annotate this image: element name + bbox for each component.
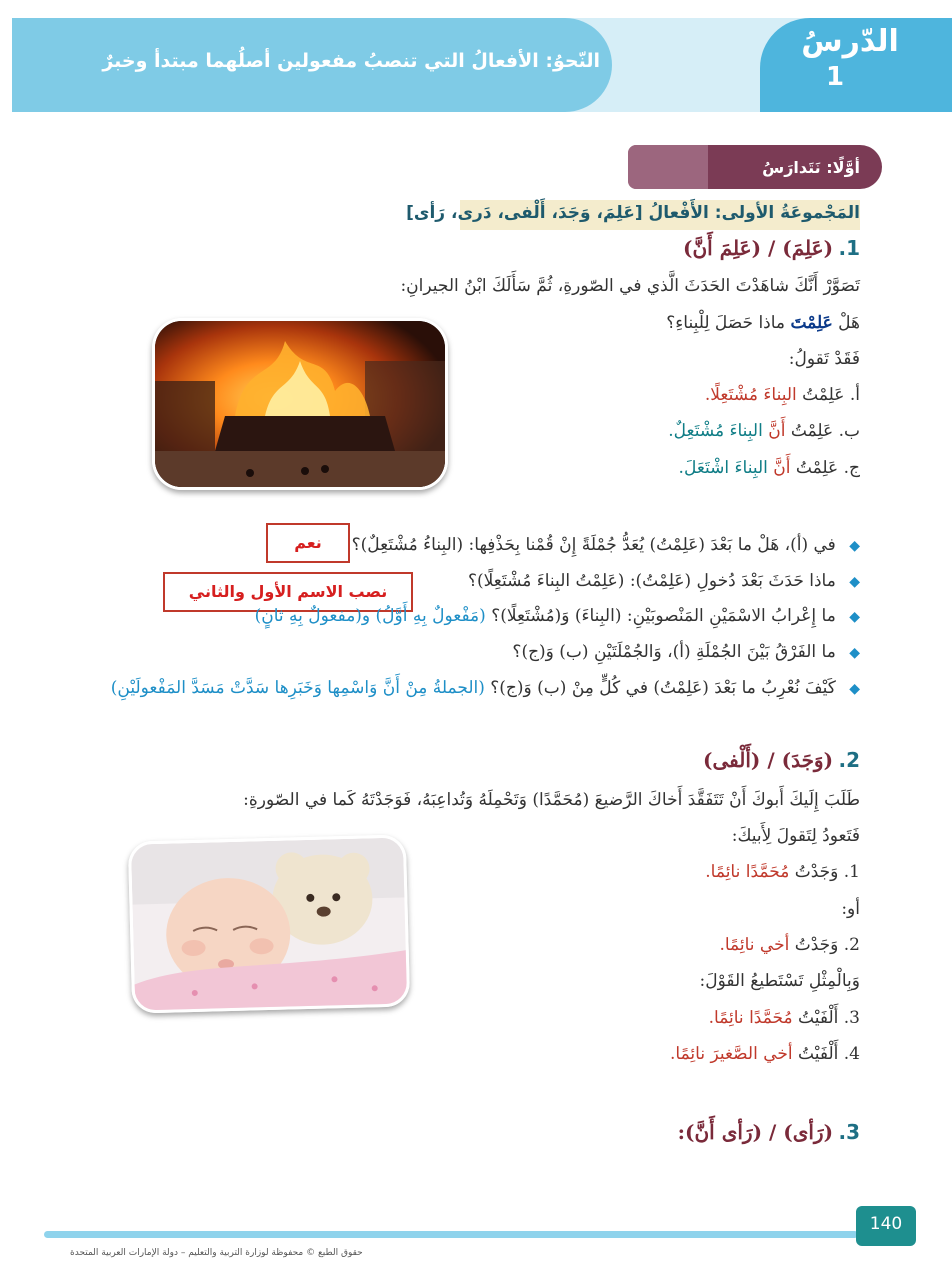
option-b-verb: عَلِمْتُ: [790, 421, 834, 441]
question-3-answer: (مَفْعولٌ بِهِ أَوَّلُ) و(مفعولٌ بِهِ ثانٍ): [254, 606, 486, 626]
fire-illustration: [155, 321, 448, 490]
part1-intro: تَصَوَّرْ أَنَّكَ شاهَدْتَ الحَدَثَ الَّذي في الصّورةِ، ثُمَّ سَأَلَكَ ابْنُ الجيرانِ:: [400, 276, 860, 296]
sentence-4: [670, 1044, 860, 1064]
sentence-4-num: 4.: [843, 1044, 860, 1064]
part2-intro: طَلَبَ إِلَيكَ أَبوكَ أَنْ تَتَفَقَّدَ أَخاكَ الرَّضيعَ (مُحَمَّدًا) وَتَحْمِلَهُ وَتُداعِبَهُ، فَوَجَدْتَهُ كَما في الصّورةِ:: [243, 790, 860, 810]
part2-lead2: وَبِالْمِثْلِ تَسْتَطيعُ القَوْلَ:: [699, 971, 860, 991]
part1-number: 1.: [838, 236, 860, 260]
sentence-2-rest: أخي نائِمًا.: [719, 935, 790, 955]
page-title: النّحوُ: الأفعالُ التي تنصبُ مفعولين أصلُهما مبتدأ وخبرٌ: [102, 50, 600, 72]
part3-heading: [678, 1120, 860, 1144]
group-header: المَجْموعَةُ الأولى: الأَفْعالُ [عَلِمَ، وَجَدَ، أَلْفى، دَرى، رَأى]: [406, 203, 860, 223]
question-1: [352, 535, 860, 555]
sentence-3: [709, 1008, 860, 1028]
bullet-icon: ◆: [849, 681, 860, 697]
question-post: ماذا حَصَلَ لِلْبِناءِ؟: [666, 313, 786, 333]
sentence-1: [705, 862, 860, 882]
sentence-2-num: 2.: [843, 935, 860, 955]
answer-lead: فَقَدْ تَقولُ:: [788, 349, 860, 369]
or-label: أو:: [841, 899, 860, 919]
question-2-text: ماذا حَدَثَ بَعْدَ دُخولِ (عَلِمْتُ): (عَلِمْتُ البِناءَ مُشْتَعِلًا)؟: [467, 571, 836, 591]
bullet-icon: ◆: [849, 609, 860, 625]
bullet-icon: ◆: [849, 574, 860, 590]
option-c-anna: أَنَّ: [773, 458, 791, 478]
option-b-rest: البِناءَ مُشْتَعِلٌ.: [668, 421, 763, 441]
footer-line: [44, 1231, 858, 1238]
sentence-2-verb: وَجَدْتُ: [794, 935, 839, 955]
part2-title: (وَجَدَ) / (أَلْفى): [703, 748, 834, 772]
copyright-notice: حقوق الطبع © محفوظة لوزارة التربية والتعليم – دولة الإمارات العربية المتحدة: [70, 1248, 363, 1258]
question-4-text: ما الفَرْقُ بَيْنَ الجُمْلَةِ (أ)، وَالجُمْلَتَيْنِ (ب) وَ(ج)؟: [512, 642, 836, 662]
sleeping-baby-photo: [128, 834, 410, 1013]
question-1-text: في (أ)، هَلْ ما بَعْدَ (عَلِمْتُ) يُعَدُّ جُمْلَةً إِنْ قُمْنا بِحَذْفِها: (البِناءُ مُشْتَعِلٌ)؟: [351, 535, 836, 555]
bullet-icon: ◆: [849, 538, 860, 554]
option-c-verb: عَلِمْتُ: [795, 458, 839, 478]
lesson-number: 1: [825, 62, 845, 92]
part3-title: (رَأى) / (رَأى أَنَّ):: [677, 1120, 834, 1144]
option-a-label: أ.: [849, 385, 860, 405]
part1-heading: [683, 236, 860, 260]
section-tab-label: أوَّلًا: نَتَدارَسُ: [762, 158, 860, 177]
part2-number: 2.: [838, 748, 860, 772]
lesson-label: الدّرسُ: [801, 24, 899, 59]
question-pre: هَلْ: [838, 313, 860, 333]
question-verb: عَلِمْتَ: [790, 313, 833, 333]
option-c-label: ج.: [843, 458, 860, 478]
part2-lead: فَتَعودُ لِتَقولَ لِأَبيكَ:: [731, 826, 860, 846]
sentence-4-rest: أخي الصَّغيرَ نائِمًا.: [670, 1044, 793, 1064]
question-3-text: ما إِعْرابُ الاسْمَيْنِ المَنْصوبَيْنِ: (البِناءَ) وَ(مُشْتَعِلًا)؟: [491, 606, 836, 626]
sentence-1-num: 1.: [843, 862, 860, 882]
burning-building-photo: [152, 318, 448, 490]
option-b: [668, 421, 860, 441]
part1-title: (عَلِمَ) / (عَلِمَ أَنَّ): [683, 236, 834, 260]
part2-heading: [703, 748, 860, 772]
sentence-4-verb: أَلْفَيْتُ: [798, 1044, 839, 1064]
option-c-rest: البِناءَ اشْتَعَلَ.: [678, 458, 768, 478]
sentence-1-verb: وَجَدْتُ: [794, 862, 839, 882]
question-5: [111, 678, 860, 698]
part1-question: [666, 313, 860, 333]
baby-illustration: [131, 837, 410, 1013]
sentence-2: [719, 935, 860, 955]
sentence-3-num: 3.: [843, 1008, 860, 1028]
option-b-label: ب.: [838, 421, 860, 441]
sentence-1-rest: مُحَمَّدًا نائِمًا.: [705, 862, 790, 882]
sentence-3-rest: مُحَمَّدًا نائِمًا.: [708, 1008, 793, 1028]
answer-annotation-2: نصب الاسم الأول والثاني: [163, 572, 413, 612]
page-number: 140: [869, 1214, 903, 1234]
answer-annotation-1: نعم: [266, 523, 350, 563]
question-5-text: كَيْفَ نُعْرِبُ ما بَعْدَ (عَلِمْتُ) في كُلٍّ مِنْ (ب) وَ(ج)؟: [490, 678, 836, 698]
sentence-3-verb: أَلْفَيْتُ: [798, 1008, 839, 1028]
question-5-answer: (الجملةُ مِنْ أَنَّ وَاسْمِها وَخَبَرِها سَدَّتْ مَسَدَّ المَفْعولَيْنِ): [110, 678, 485, 698]
option-a-verb: عَلِمْتُ: [802, 385, 845, 405]
option-a-rest: البِناءَ مُشْتَعِلًا.: [704, 385, 797, 405]
option-c: [679, 458, 860, 478]
question-3: [255, 606, 860, 626]
part3-number: 3.: [838, 1120, 860, 1144]
question-2: [468, 571, 860, 591]
option-b-anna: أَنَّ: [768, 421, 786, 441]
option-a: [705, 385, 860, 405]
bullet-icon: ◆: [849, 645, 860, 661]
question-4: [512, 642, 860, 662]
